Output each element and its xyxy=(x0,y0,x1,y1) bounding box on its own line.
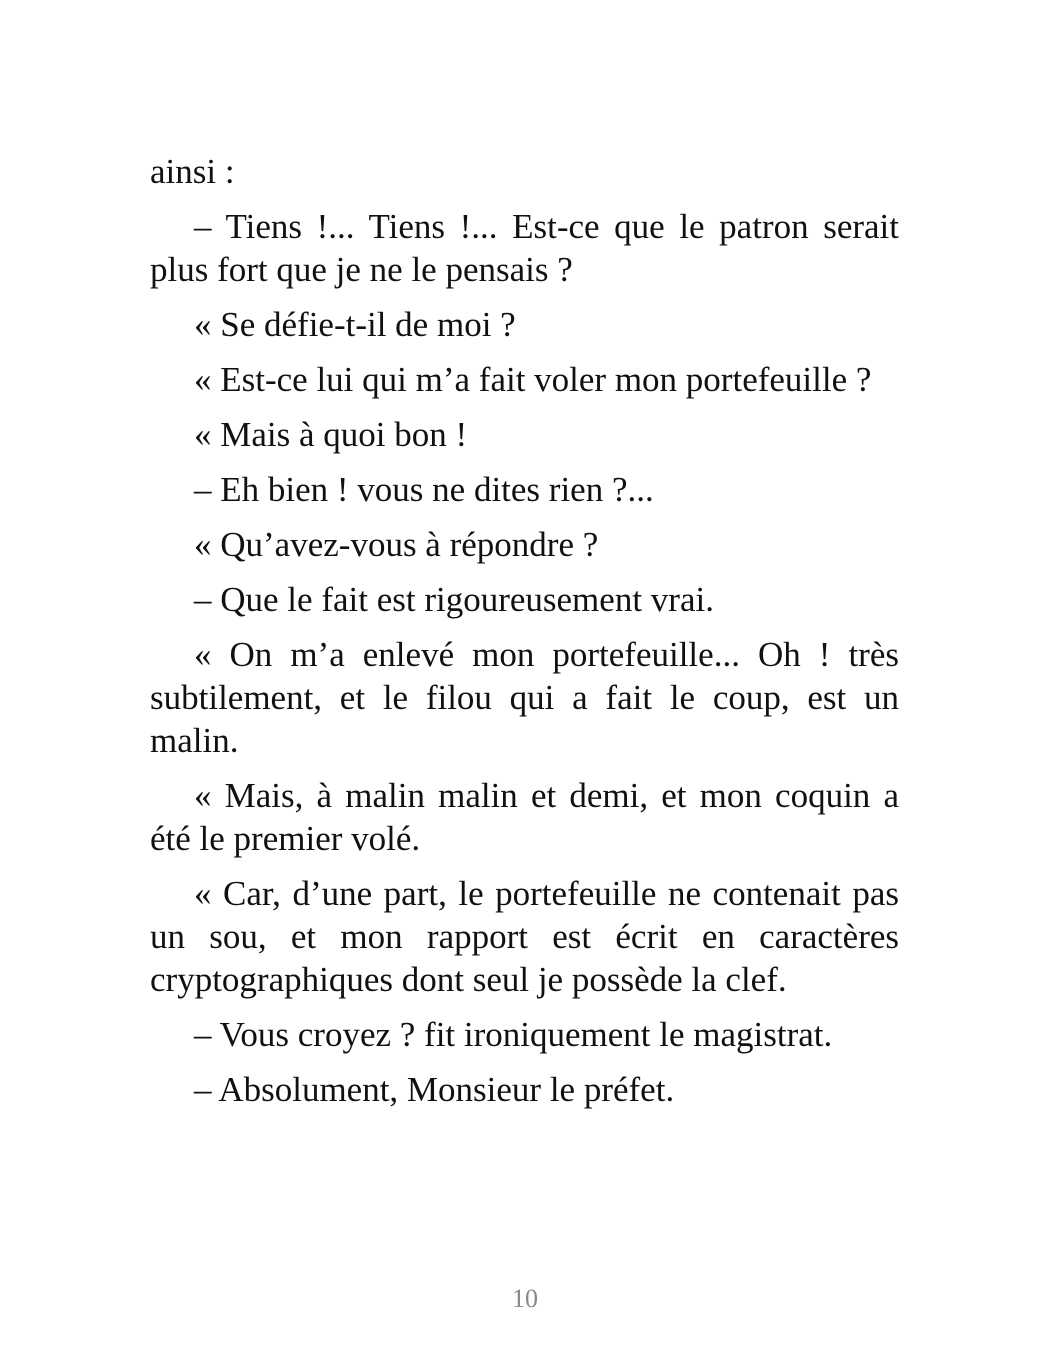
paragraph: ainsi : xyxy=(150,152,235,191)
page-body xyxy=(150,150,899,1123)
paragraph: – Tiens !... Tiens !... Est-ce que le patron serait plus fort que je ne le pensais ? xyxy=(150,207,899,289)
paragraph: « Se défie-t-il de moi ? xyxy=(194,305,516,344)
paragraph: – Que le fait est rigoureusement vrai. xyxy=(194,580,714,619)
paragraph: – Eh bien ! vous ne dites rien ?... xyxy=(194,470,654,509)
paragraph: « Qu’avez-vous à répondre ? xyxy=(194,525,599,564)
paragraph: « Est-ce lui qui m’a fait voler mon portefeuille ? xyxy=(194,360,872,399)
paragraph: « Mais à quoi bon ! xyxy=(194,415,468,454)
paragraph: « Mais, à malin malin et demi, et mon coquin a été le premier volé. xyxy=(150,776,899,858)
paragraph: – Vous croyez ? fit ironiquement le magistrat. xyxy=(194,1015,833,1054)
page-number: 10 xyxy=(512,1284,538,1313)
paragraph: « On m’a enlevé mon portefeuille... Oh ! très subtilement, et le filou qui a fait le coup, est un malin. xyxy=(150,635,899,760)
paragraph: « Car, d’une part, le portefeuille ne contenait pas un sou, et mon rapport est écrit en caractères cryptographiques dont seul je possède la clef. xyxy=(150,874,899,999)
paragraph: – Absolument, Monsieur le préfet. xyxy=(194,1070,675,1109)
